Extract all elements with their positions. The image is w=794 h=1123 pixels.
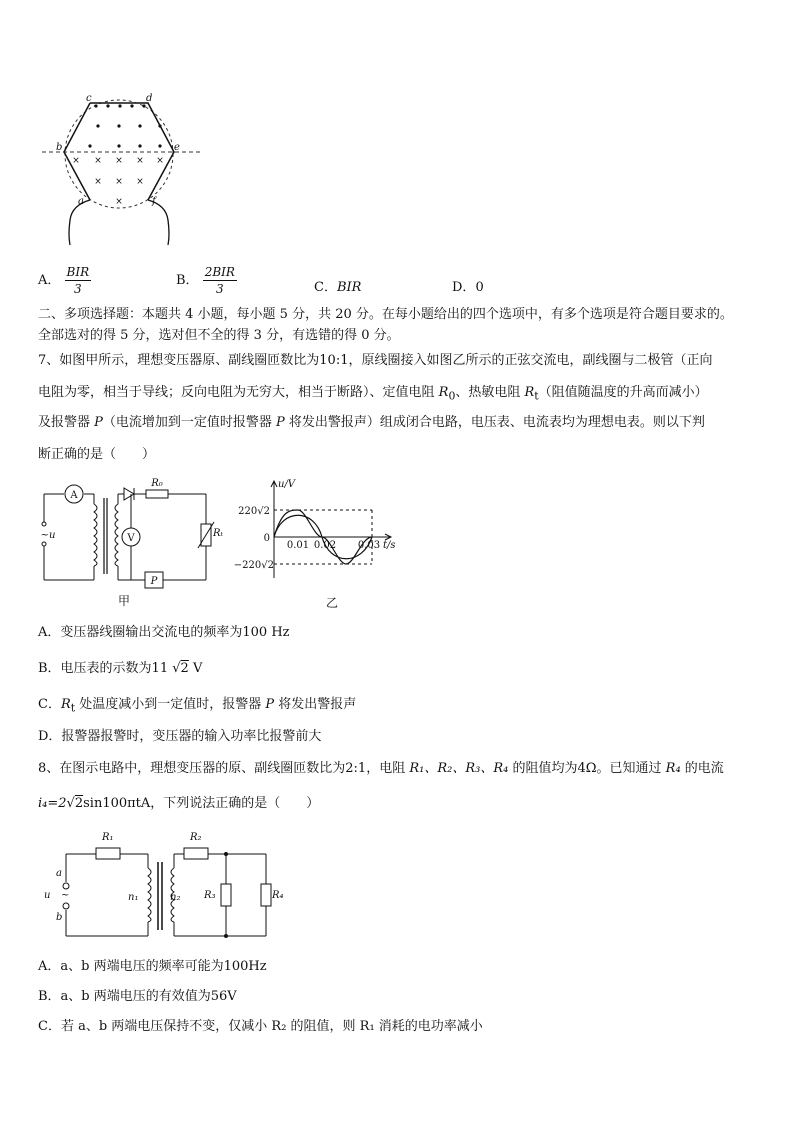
graph-y-top-tick: 220√2 (238, 506, 270, 517)
n1-label: n₁ (128, 892, 139, 903)
terminal-b-label: b (56, 912, 63, 923)
q7-text-line-1: 7、如图甲所示，理想变压器原、副线圈匝数比为10:1，原线圈接入如图乙所示的正弦交流电，副线圈与二极管（正向 (38, 353, 713, 368)
q7-option-b[interactable]: B．电压表的示数为11 √2 V (38, 661, 203, 676)
q8-text-line-2: i₄=2√2sin100πtA，下列说法正确的是（ ） (38, 796, 320, 811)
ac-tilde-symbol: ~ (61, 890, 70, 901)
r2-label: R₂ (190, 832, 202, 843)
graph-y-bottom-tick: −220√2 (233, 560, 274, 571)
q6-option-b[interactable]: B． $\frac{\text{2BIR}}{3}$ (176, 265, 235, 296)
graph-y-zero-tick: 0 (263, 533, 270, 544)
q8-circuit-diagram (40, 826, 284, 944)
svg-text:×: × (136, 177, 144, 187)
fig-label-d: d (146, 93, 153, 104)
q7-option-c[interactable]: C．$R_t$ 处温度减小到一定值时，报警器 P 将发出警报声 (38, 697, 357, 715)
fig-label-e: e (174, 142, 180, 153)
figure-caption-jia: 甲 (118, 594, 131, 608)
voltmeter-symbol: V (127, 533, 135, 544)
svg-text:×: × (94, 156, 102, 166)
q8-text-line-1: 8、在图示电路中，理想变压器的原、副线圈匝数比为2:1，电阻 R₁、R₂、R₃、R₄ 的阻值均为4Ω。已知通过 R₄ 的电流 (38, 761, 724, 776)
q7-option-d[interactable]: D．报警器报警时，变压器的输入功率比报警前大 (38, 729, 322, 744)
q8-option-c[interactable]: C．若 a、b 两端电压保持不变，仅减小 R₂ 的阻值，则 R₁ 消耗的电功率减小 (38, 1019, 483, 1034)
fig-label-a: a (78, 196, 84, 207)
hexagon-field-figure (40, 90, 210, 250)
fraction: $\frac{\text{BIR}}{3}$ (66, 265, 90, 296)
fig-label-f: f (152, 196, 156, 207)
graph-x-label: t/s (383, 540, 396, 551)
r1-label: R₁ (102, 832, 114, 843)
figure-caption-yi: 乙 (326, 596, 339, 610)
source-label: ~u (40, 530, 56, 541)
svg-text:×: × (94, 177, 102, 187)
svg-text:×: × (115, 197, 123, 207)
q8-option-b[interactable]: B．a、b 两端电压的有效值为56V (38, 989, 237, 1004)
graph-y-label: u/V (278, 479, 296, 490)
q6-option-c[interactable]: C．BIR (314, 280, 362, 295)
r3-label: R₃ (204, 890, 216, 901)
r0-label: R₀ (151, 478, 163, 489)
alarm-symbol: P (150, 576, 158, 587)
fraction: $\frac{\text{2BIR}}{3}$ (204, 265, 235, 296)
q7-text-line-4: 断正确的是（ ） (38, 447, 156, 462)
q7-circuit-diagram (38, 476, 222, 588)
svg-text:×: × (115, 156, 123, 166)
r4-label: R₄ (272, 890, 284, 901)
graph-x-tick-2: 0.02 (313, 540, 337, 551)
sqrt-symbol: √ (66, 796, 75, 811)
q7-voltage-graph (228, 478, 398, 582)
q7-option-a[interactable]: A．变压器线圈输出交流电的频率为100 Hz (38, 625, 290, 640)
svg-text:×: × (115, 177, 123, 187)
q6-option-d[interactable]: D．0 (452, 280, 484, 295)
q7-text-line-2: 电阻为零，相当于导线；反向电阻为无穷大，相当于断路）、定值电阻 $R_0$、热敏电阻 $R_t$（阻值随温度的升高而减小） (38, 385, 708, 403)
graph-x-tick-1: 0.01 (286, 540, 310, 551)
n2-label: n₂ (170, 892, 181, 903)
q8-option-a[interactable]: A．a、b 两端电压的频率可能为100Hz (38, 959, 267, 974)
terminal-a-label: a (56, 868, 62, 879)
fig-label-c: c (86, 93, 92, 104)
fig-label-b: b (56, 142, 63, 153)
graph-x-tick-3: 0.03 (357, 540, 381, 551)
ammeter-symbol: A (70, 490, 78, 501)
q7-text-line-3: 及报警器 P（电流增加到一定值时报警器 P 将发出警报声）组成闭合电路，电压表、电流表均为理想电表。则以下判 (38, 415, 705, 430)
q6-option-a[interactable]: A． $\frac{\text{BIR}}{3}$ (38, 265, 90, 296)
sqrt-symbol: √ (172, 661, 181, 676)
source-u-label: u (44, 890, 51, 901)
svg-text:×: × (156, 156, 164, 166)
svg-text:×: × (136, 156, 144, 166)
rt-label: Rₜ (213, 528, 223, 539)
svg-text:×: × (72, 156, 80, 166)
section-heading-line-1: 二、多项选择题：本题共 4 小题，每小题 5 分，共 20 分。在每小题给出的四个选项中，有多个选项是符合题目要求的。 (38, 307, 733, 322)
section-heading-line-2: 全部选对的得 5 分，选对但不全的得 3 分，有选错的得 0 分。 (38, 328, 400, 343)
